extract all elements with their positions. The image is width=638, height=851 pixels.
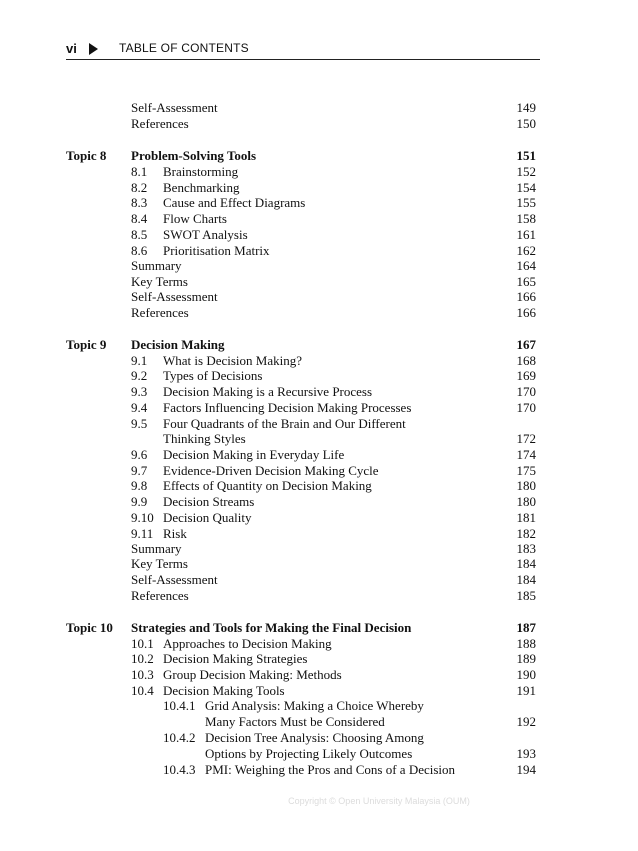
toc-item-number: 8.5: [131, 227, 148, 242]
toc-item-page: 152: [516, 164, 536, 179]
topic-10-label: Topic 10: [66, 620, 113, 635]
toc-entry-title: Key Terms: [131, 274, 188, 289]
toc-item-number: 8.2: [131, 180, 148, 195]
page-header: [66, 41, 540, 60]
topic-10-page: 187: [516, 620, 536, 635]
toc-item-title: Effects of Quantity on Decision Making: [163, 478, 372, 493]
toc-item-title: Decision Making Strategies: [163, 651, 308, 666]
toc-item-title: Evidence-Driven Decision Making Cycle: [163, 463, 379, 478]
toc-entry-page: 185: [516, 588, 536, 603]
toc-item-title: Risk: [163, 526, 187, 541]
toc-item-title: Decision Making in Everyday Life: [163, 447, 345, 462]
toc-item-page: 155: [516, 195, 536, 210]
toc-item-number: 9.1: [131, 353, 148, 368]
toc-item-number: 9.7: [131, 463, 148, 478]
toc-item-number: 9.5: [131, 416, 148, 431]
toc-item-title: Decision Making is a Recursive Process: [163, 384, 373, 399]
toc-item-title: SWOT Analysis: [163, 227, 248, 242]
toc-item-page: 180: [516, 494, 536, 509]
toc-item-number: 8.3: [131, 195, 148, 210]
toc-item-number: 10.2: [131, 651, 154, 666]
page-number: vi: [66, 41, 77, 56]
toc-entry-page: 184: [516, 556, 536, 571]
toc-item-page: 188: [516, 636, 536, 651]
toc-item-page: 170: [516, 384, 536, 399]
toc-item-title: What is Decision Making?: [163, 353, 302, 368]
toc-entry-title: References: [131, 116, 189, 131]
toc-item-number: 9.9: [131, 494, 148, 509]
toc-item-title: Group Decision Making: Methods: [163, 667, 342, 682]
toc-item-title: Approaches to Decision Making: [163, 636, 332, 651]
toc-subitem-title-continued: Options by Projecting Likely Outcomes: [205, 746, 413, 761]
toc-item-number: 9.4: [131, 400, 148, 415]
toc-entry-title: Summary: [131, 541, 182, 556]
toc-subitem-title: Decision Tree Analysis: Choosing Among: [205, 730, 424, 745]
toc-item-page: 162: [516, 243, 536, 258]
topic-9-title: Decision Making: [131, 337, 225, 352]
topic-8-title: Problem-Solving Tools: [131, 148, 257, 163]
toc-item-number: 9.6: [131, 447, 148, 462]
toc-item-title: Decision Making Tools: [163, 683, 285, 698]
toc-item-page: 172: [516, 431, 536, 446]
toc-item-number: 9.2: [131, 368, 148, 383]
toc-entry-page: 165: [516, 274, 536, 289]
toc-entry-title: Self-Assessment: [131, 100, 218, 115]
toc-item-number: 9.11: [131, 526, 154, 541]
toc-subitem-number: 10.4.2: [163, 730, 196, 745]
toc-item-number: 10.4: [131, 683, 154, 698]
toc-entry-page: 149: [516, 100, 536, 115]
toc-item-page: 170: [516, 400, 536, 415]
toc-entry-page: 183: [516, 541, 536, 556]
toc-subitem-number: 10.4.1: [163, 698, 196, 713]
toc-item-page: 182: [516, 526, 536, 541]
toc-item-page: 175: [516, 463, 536, 478]
toc-item-title: Four Quadrants of the Brain and Our Different: [163, 416, 406, 431]
toc-item-title: Prioritisation Matrix: [163, 243, 270, 258]
toc-item-title: Flow Charts: [163, 211, 227, 226]
triangle-right-icon: [89, 43, 98, 55]
toc-item-number: 9.10: [131, 510, 154, 525]
toc-entry-page: 164: [516, 258, 536, 273]
topic-8-page: 151: [516, 148, 536, 163]
toc-item-page: 169: [516, 368, 536, 383]
toc-entry-title: Self-Assessment: [131, 572, 218, 587]
toc-entry-title: References: [131, 588, 189, 603]
toc-item-page: 174: [516, 447, 536, 462]
topic-8-label: Topic 8: [66, 148, 107, 163]
toc-item-number: 8.4: [131, 211, 148, 226]
toc-entry-page: 166: [516, 289, 536, 304]
toc-item-page: 189: [516, 651, 536, 666]
toc-item-page: 191: [516, 683, 536, 698]
toc-subitem-title-continued: Many Factors Must be Considered: [205, 714, 385, 729]
toc-item-page: 168: [516, 353, 536, 368]
toc-item-page: 181: [516, 510, 536, 525]
topic-9-label: Topic 9: [66, 337, 107, 352]
toc-item-number: 9.8: [131, 478, 148, 493]
copyright-footer: Copyright © Open University Malaysia (OUM): [288, 796, 470, 806]
toc-subitem-page: 193: [516, 746, 536, 761]
toc-subitem-title: Grid Analysis: Making a Choice Whereby: [205, 698, 424, 713]
toc-item-title: Factors Influencing Decision Making Processes: [163, 400, 412, 415]
toc-item-title: Types of Decisions: [163, 368, 263, 383]
toc-item-title: Decision Quality: [163, 510, 252, 525]
toc-item-title-continued: Thinking Styles: [163, 431, 246, 446]
toc-entry-title: Self-Assessment: [131, 289, 218, 304]
topic-9-page: 167: [516, 337, 536, 352]
toc-item-title: Benchmarking: [163, 180, 240, 195]
toc-entry-page: 150: [516, 116, 536, 131]
toc-item-title: Cause and Effect Diagrams: [163, 195, 306, 210]
toc-item-page: 161: [516, 227, 536, 242]
toc-item-page: 180: [516, 478, 536, 493]
header-title: TABLE OF CONTENTS: [119, 41, 249, 55]
toc-entry-title: Summary: [131, 258, 182, 273]
toc-entry-title: Key Terms: [131, 556, 188, 571]
toc-item-page: 154: [516, 180, 536, 195]
toc-entry-page: 166: [516, 305, 536, 320]
toc-item-number: 8.6: [131, 243, 148, 258]
toc-item-title: Brainstorming: [163, 164, 239, 179]
toc-item-number: 10.1: [131, 636, 154, 651]
topic-10-title: Strategies and Tools for Making the Final Decision: [131, 620, 412, 635]
toc-subitem-page: 194: [516, 762, 536, 777]
toc-subitem-number: 10.4.3: [163, 762, 196, 777]
toc-subitem-title: PMI: Weighing the Pros and Cons of a Decision: [205, 762, 456, 777]
toc-item-number: 10.3: [131, 667, 154, 682]
toc-item-number: 8.1: [131, 164, 148, 179]
toc-item-page: 158: [516, 211, 536, 226]
toc-entry-title: References: [131, 305, 189, 320]
toc-item-page: 190: [516, 667, 536, 682]
toc-entry-page: 184: [516, 572, 536, 587]
toc-subitem-page: 192: [516, 714, 536, 729]
toc-item-title: Decision Streams: [163, 494, 255, 509]
toc-item-number: 9.3: [131, 384, 148, 399]
